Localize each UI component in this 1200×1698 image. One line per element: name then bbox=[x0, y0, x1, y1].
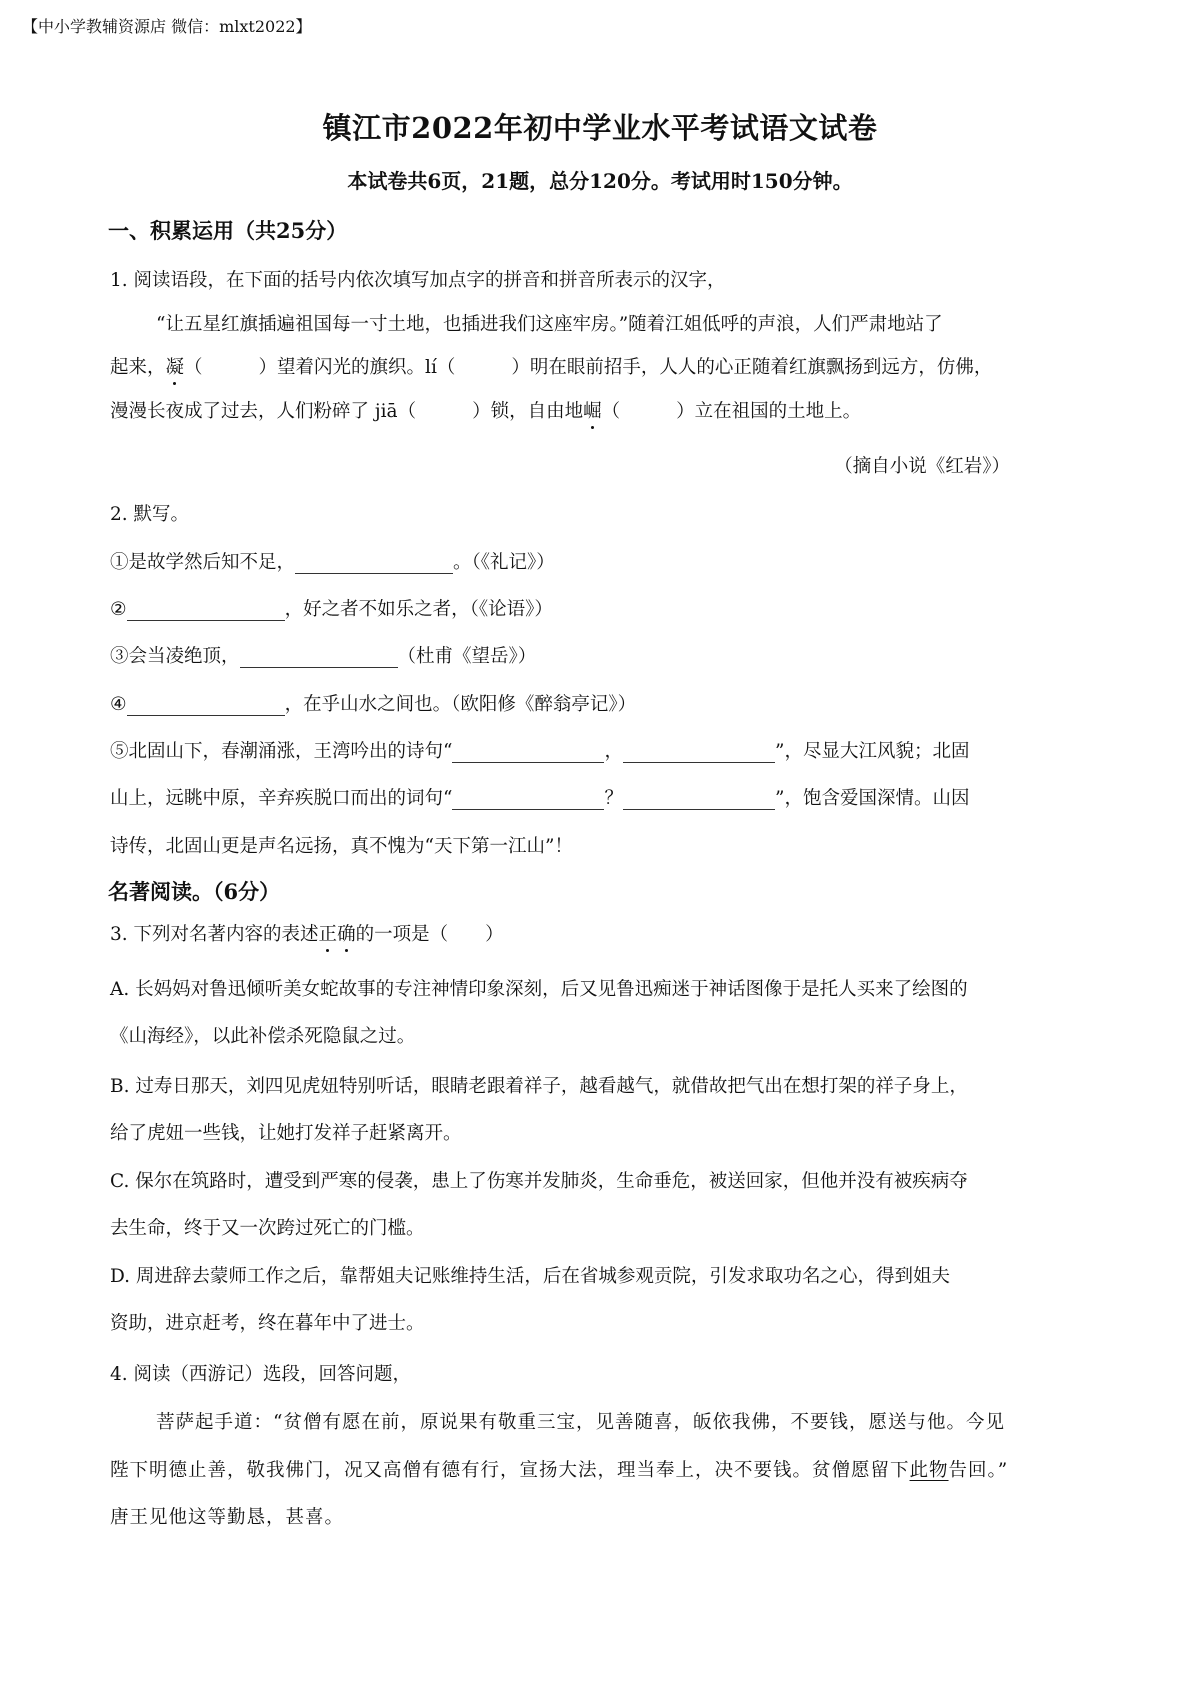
q1-passage-line-1: “让五星红旗插遍祖国每一寸土地，也插进我们这座牢房。”随着江姐低呼的声浪，人们严肃地站了 bbox=[156, 314, 943, 335]
dotted-char: 正 bbox=[319, 920, 338, 946]
q3-option-c-line-2: 去生命，终于又一次跨过死亡的门槛。 bbox=[110, 1218, 425, 1239]
q2-item-2: ② ，好之者不如乐之者，（《论语》） bbox=[110, 599, 553, 620]
q2-item-1: ①是故学然后知不足， 。（《礼记》） bbox=[110, 552, 555, 573]
q1-passage-line-2: 起来，凝（ ）望着闪光的旗织。lí（ ）明在眼前招手，人人的心正随着红旗飘扬到远方，仿佛， bbox=[110, 353, 992, 379]
q3-option-a-line-1: A. 长妈妈对鲁迅倾听美女蛇故事的专注神情印象深刻，后又见鲁迅痴迷于神话图像于是托人买来了绘图的 bbox=[110, 979, 968, 1000]
q3-option-d-line-2: 资助，进京赶考，终在暮年中了进士。 bbox=[110, 1313, 425, 1334]
q2-prompt: 2. 默写。 bbox=[110, 504, 190, 525]
section-heading-2: 名著阅读。（6分） bbox=[108, 879, 281, 904]
q4-passage-line-3: 唐王见他这等勤恳，甚喜。 bbox=[110, 1507, 345, 1528]
q2-item-5-line-2: 山上，远眺中原，辛弃疾脱口而出的词句“ ？ ”，饱含爱国深情。山因 bbox=[110, 788, 970, 809]
exam-title: 镇江市2022年初中学业水平考试语文试卷 bbox=[322, 111, 878, 145]
q3-option-b-line-2: 给了虎妞一些钱，让她打发祥子赶紧离开。 bbox=[110, 1123, 462, 1144]
dotted-char: 确 bbox=[337, 920, 356, 946]
section-heading-1: 一、积累运用（共25分） bbox=[108, 218, 348, 243]
exam-subtitle: 本试卷共6页，21题，总分120分。考试用时150分钟。 bbox=[347, 169, 853, 193]
answer-blank[interactable] bbox=[452, 790, 604, 810]
answer-blank[interactable] bbox=[127, 601, 285, 621]
q1-source: （摘自小说《红岩》） bbox=[834, 456, 1010, 477]
answer-blank[interactable] bbox=[240, 648, 398, 668]
q2-item-4: ④ ，在乎山水之间也。（欧阳修《醉翁亭记》） bbox=[110, 694, 637, 715]
q3-prompt: 3. 下列对名著内容的表述正确的一项是（ ） bbox=[110, 920, 504, 946]
q2-item-5-line-1: ⑤北固山下，春潮涌涨，王湾吟出的诗句“ ， ”，尽显大江风貌；北固 bbox=[110, 741, 970, 762]
q3-option-a-line-2: 《山海经》，以此补偿杀死隐鼠之过。 bbox=[110, 1026, 416, 1047]
q3-option-b-line-1: B. 过寿日那天，刘四见虎妞特别听话，眼睛老跟着祥子，越看越气，就借故把气出在想打架的祥子身上， bbox=[110, 1076, 968, 1097]
answer-blank[interactable] bbox=[452, 743, 604, 763]
answer-blank[interactable] bbox=[623, 790, 775, 810]
q1-passage-line-3: 漫漫长夜成了过去，人们粉碎了 jiā（ ）锁，自由地崛（ ）立在祖国的土地上。 bbox=[110, 397, 861, 423]
dotted-char: 崛 bbox=[583, 397, 602, 423]
q4-prompt: 4. 阅读（西游记）选段，回答问题， bbox=[110, 1364, 412, 1385]
answer-blank[interactable] bbox=[623, 743, 775, 763]
q4-passage-line-2: 陛下明德止善，敬我佛门，况又高僧有德有行，宣扬大法，理当奉上，决不要钱。贫僧愿留下此物告回。” bbox=[110, 1460, 1009, 1481]
q4-passage-line-1: 菩萨起手道：“贫僧有愿在前，原说果有敬重三宝，见善随喜，皈依我佛，不要钱，愿送与他。今见 bbox=[156, 1412, 1005, 1433]
dotted-char: 凝 bbox=[166, 353, 185, 379]
answer-blank[interactable] bbox=[127, 696, 285, 716]
q2-item-5-line-3: 诗传，北固山更是声名远扬，真不愧为“天下第一江山”！ bbox=[110, 836, 573, 857]
q1-prompt: 1. 阅读语段，在下面的括号内依次填写加点字的拼音和拼音所表示的汉字， bbox=[110, 270, 726, 291]
answer-blank[interactable] bbox=[295, 554, 453, 574]
source-watermark: 【中小学教辅资源店 微信：mlxt2022】 bbox=[22, 17, 312, 36]
q2-item-3: ③会当凌绝顶， （杜甫《望岳》） bbox=[110, 646, 537, 667]
underlined-phrase: 此物 bbox=[909, 1460, 949, 1481]
q3-option-d-line-1: D. 周进辞去蒙师工作之后，靠帮姐夫记账维持生活，后在省城参观贡院，引发求取功名之心，得到姐夫 bbox=[110, 1266, 950, 1287]
q3-option-c-line-1: C. 保尔在筑路时，遭受到严寒的侵袭，患上了伤寒并发肺炎，生命垂危，被送回家，但他并没有被疾病夺 bbox=[110, 1171, 968, 1192]
